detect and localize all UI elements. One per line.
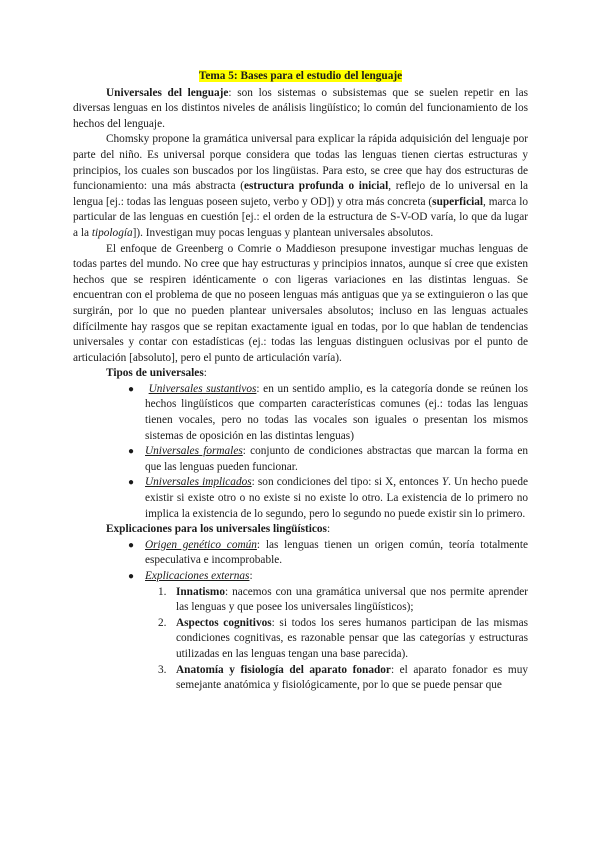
bullet-icon: ● [128, 383, 135, 395]
text: : [249, 570, 253, 582]
bullet-icon: ● [128, 446, 135, 458]
paragraph-chomsky [73, 132, 528, 241]
list-item [73, 444, 528, 475]
text: : conjunto de condiciones abstractas que marcan la forma en que las lenguas pueden funcionar. [145, 445, 529, 473]
colon: : [326, 523, 331, 536]
term-bold: Innatismo [176, 585, 225, 598]
text: : son condiciones del tipo: si X, entonces [251, 476, 442, 489]
text: . Un hecho puede existir si existe otro o no existe si no existe lo otro. La existencia de lo primero no implica la existencia de lo segundo, pero lo segundo no puede existir sin lo primero. [145, 476, 528, 520]
text: ]). Investigan muy pocas lenguas y plantean universales absolutos. [132, 226, 434, 239]
text: : las lenguas tienen un origen común, teoría totalmente especulativa e incomprobable. [145, 538, 528, 567]
text: : son los sistemas o subsistemas que se suelen repetir en las diversas lenguas en los distintos niveles de análisis lingüístico; lo común del funcionamiento de los hechos del lenguaje. [73, 86, 528, 130]
text: : si todos los seres humanos participan de las mismas condiciones cognitivas, es razonable pensar que las categorías y estructuras utilizadas en las lenguas tengan una base parecida). [176, 616, 528, 660]
term-bold: Aspectos cognitivos [176, 616, 272, 629]
term-underlined: Universales formales [145, 445, 243, 458]
bullet-icon: ● [128, 477, 135, 489]
heading-tipos [106, 366, 528, 382]
term-tipologia: tipología [91, 226, 133, 239]
term-underlined: Explicaciones externas [145, 570, 250, 582]
term-bold: Anatomía y fisiología del aparato fonador [176, 663, 391, 676]
text: : el aparato fonador es muy semejante anatómica y fisiológicamente, por lo que se puede pensar que [176, 663, 528, 692]
list-number: 2. [158, 616, 167, 629]
text: : nacemos con una gramática universal que nos permite aprender las lenguas y que posee los universales lingüísticos); [176, 585, 528, 614]
paragraph-greenberg: El enfoque de Greenberg o Comrie o Maddieson presupone investigar muchas lenguas de todas partes del mundo. No cree que hay estructuras y principios innatos, aunque sí cree que existen hechos que se respiren idénticamente o con ligeras variaciones en las distintas lenguas. Se encuentran con el problema de que no poseen lenguas más antiguas que ya se extinguieron o las que surgirán, por lo que no pueden plantear universales absolutos; incluso en las lenguas actuales difícilmente hay rasgos que se repitan exactamente igual en todas, por lo que hablan de tendencias universales y contar con estadísticas (ej.: todas las lenguas distinguen oclusivas por el punto de articulación [absoluto], pero el punto de articulación varía). [73, 242, 528, 364]
list-tipos [73, 382, 528, 522]
text: , reflejo de lo universal en la lengua [ej.: todas las lenguas poseen sujeto, verbo y OD]) y otra más concreta ( [73, 180, 529, 208]
list-item [73, 616, 528, 663]
list-number: 1. [158, 585, 167, 598]
heading-text: Explicaciones para los universales lingüísticos [106, 523, 327, 536]
text: : en un sentido amplio, es la categoría donde se reúnen los hechos lingüísticos que comparten características comunes (ej.: todas las lenguas tienen vocales, pero no todas las vocales son iguales o presentan los mismos sistemas de oposición en las distintas lenguas) [145, 382, 528, 442]
text: Chomsky propone la gramática universal para explicar la rápida adquisición del lenguaje por parte del niño. Es universal porque considera que todas las lenguas tienen ciertas estructuras y principios, los cuales son buscados por los lingüistas. Para esto, se cree que hay dos estructuras de funcionamiento: una más abstracta ( [73, 133, 528, 193]
paragraph-universales [73, 86, 528, 133]
term-underlined: Universales sustantivos [148, 382, 257, 395]
text: , marca lo particular de las lenguas en cuestión [ej.: el orden de la estructura de S-V-OD varía, lo que da lugar a la [73, 195, 528, 239]
document-title [73, 69, 528, 85]
list-item [73, 538, 528, 569]
heading-explicaciones [73, 522, 528, 538]
list-explicaciones [73, 538, 528, 585]
list-item [73, 663, 528, 694]
colon: : [203, 367, 207, 380]
list-item [73, 585, 528, 616]
bullet-icon: ● [128, 539, 135, 551]
term-universales-del-lenguaje: Universales del lenguaje [106, 86, 229, 99]
term-underlined: Origen genético común [145, 538, 257, 551]
term-superficial: superficial [432, 195, 484, 208]
heading-text: Tipos de universales [106, 367, 204, 380]
bullet-icon: ● [128, 571, 135, 582]
highlighted-title: Tema 5: Bases para el estudio del lenguaje [198, 70, 403, 82]
list-item [73, 475, 528, 522]
list-explicaciones-externas [73, 585, 528, 694]
term-underlined: Universales implicados [145, 476, 252, 489]
list-number: 3. [158, 663, 167, 676]
list-item [73, 382, 528, 444]
document-page [73, 69, 528, 694]
list-item [73, 569, 528, 585]
term-estructura-profunda: estructura profunda o inicial [243, 180, 389, 193]
italic-y: Y [441, 476, 449, 489]
